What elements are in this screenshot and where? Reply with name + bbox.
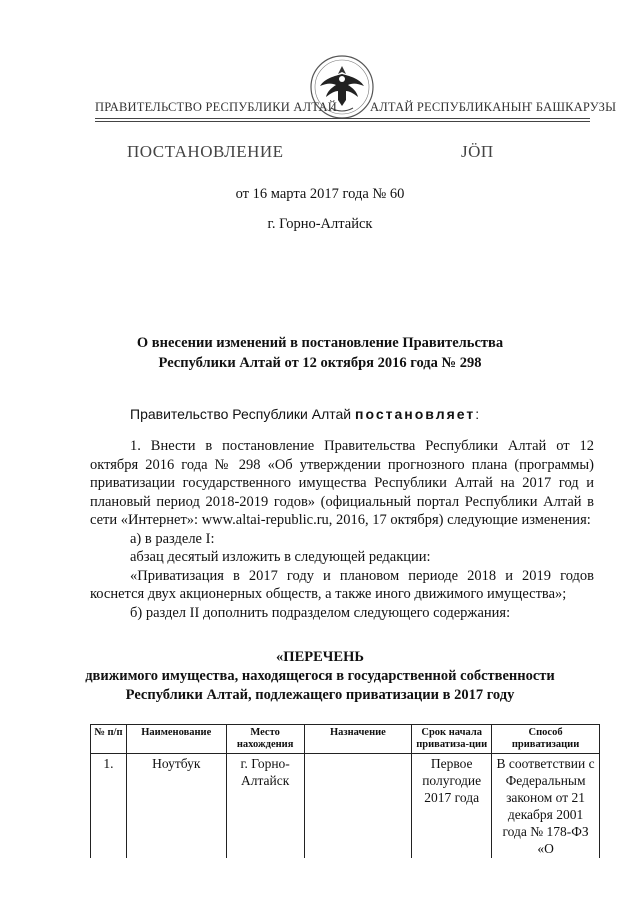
table-header-cell: Место нахождения bbox=[226, 725, 304, 754]
decree-city: г. Горно-Алтайск bbox=[267, 216, 373, 232]
document-title bbox=[0, 333, 640, 373]
table-cell bbox=[304, 754, 412, 859]
intro-resolves: постановляет bbox=[355, 406, 476, 422]
property-table bbox=[90, 724, 600, 858]
table-header-cell: Назначение bbox=[304, 725, 412, 754]
paragraph-3: абзац десятый изложить в следующей редакции: bbox=[130, 549, 431, 565]
table-header-row bbox=[91, 725, 600, 754]
document-title-line: Республики Алтай от 12 октября 2016 года № 298 bbox=[158, 355, 482, 371]
table-cell: г. Горно-Алтайск bbox=[226, 754, 304, 859]
table-header-cell: Способ приватизации bbox=[492, 725, 600, 754]
paragraph-2: а) в разделе I: bbox=[130, 530, 215, 547]
table-cell: Ноутбук bbox=[126, 754, 226, 859]
intro-prefix: Правительство Республики Алтай bbox=[130, 406, 356, 422]
document-title-line: О внесении изменений в постановление Правительства bbox=[136, 335, 504, 351]
table-cell: 1. bbox=[91, 754, 127, 859]
list-title-line: движимого имущества, находящегося в государственной собственности bbox=[85, 668, 555, 684]
paragraph-5: б) раздел II дополнить подразделом следующего содержания: bbox=[130, 604, 511, 621]
list-title-line: Республики Алтай, подлежащего приватизации в 2017 году bbox=[125, 687, 515, 703]
body-paragraphs bbox=[90, 437, 594, 622]
table-cell: Первое полугодие 2017 года bbox=[412, 754, 492, 859]
list-title bbox=[0, 648, 640, 705]
government-name-alt: АЛТАЙ РЕСПУБЛИКАНЫҤ БАШКАРУЗЫ bbox=[370, 100, 617, 114]
decree-title-alt: JӦП bbox=[461, 142, 494, 161]
list-title-line: «ПЕРЕЧЕНЬ bbox=[276, 649, 364, 665]
table-header-cell: Наименование bbox=[126, 725, 226, 754]
intro-line bbox=[130, 406, 479, 422]
government-name-ru: ПРАВИТЕЛЬСТВО РЕСПУБЛИКИ АЛТАЙ bbox=[95, 100, 337, 114]
table-cell: В соответствии с Федеральным законом от 21 декабря 2001 года № 178-ФЗ «О bbox=[492, 754, 600, 859]
intro-suffix: : bbox=[475, 406, 480, 422]
paragraph-4: «Приватизация в 2017 году и плановом периоде 2018 и 2019 годов коснется двух акционерных обществ, а также иного движимого имущества»; bbox=[90, 567, 594, 602]
table-row bbox=[91, 754, 600, 859]
paragraph-1: 1. Внести в постановление Правительства Республики Алтай от 12 октября 2016 года № 298 «Об утверждении прогнозного плана (программы) приватизации государственного имущества Республики Алтай на 2017 год и плановый период 2018-2019 годов» (официальный портал Республики Алтай в сети «Интернет»: www.altai-republic.ru, 2016, 17 октября) следующие изменения: bbox=[90, 438, 594, 528]
decree-date: от 16 марта 2017 года № 60 bbox=[235, 186, 405, 202]
table-header-cell: Срок начала приватиза-ции bbox=[412, 725, 492, 754]
header-rule bbox=[95, 118, 590, 119]
table-header-cell: № п/п bbox=[91, 725, 127, 754]
header-rule-thin bbox=[95, 121, 590, 122]
decree-title-ru: ПОСТАНОВЛЕНИЕ bbox=[127, 142, 284, 161]
